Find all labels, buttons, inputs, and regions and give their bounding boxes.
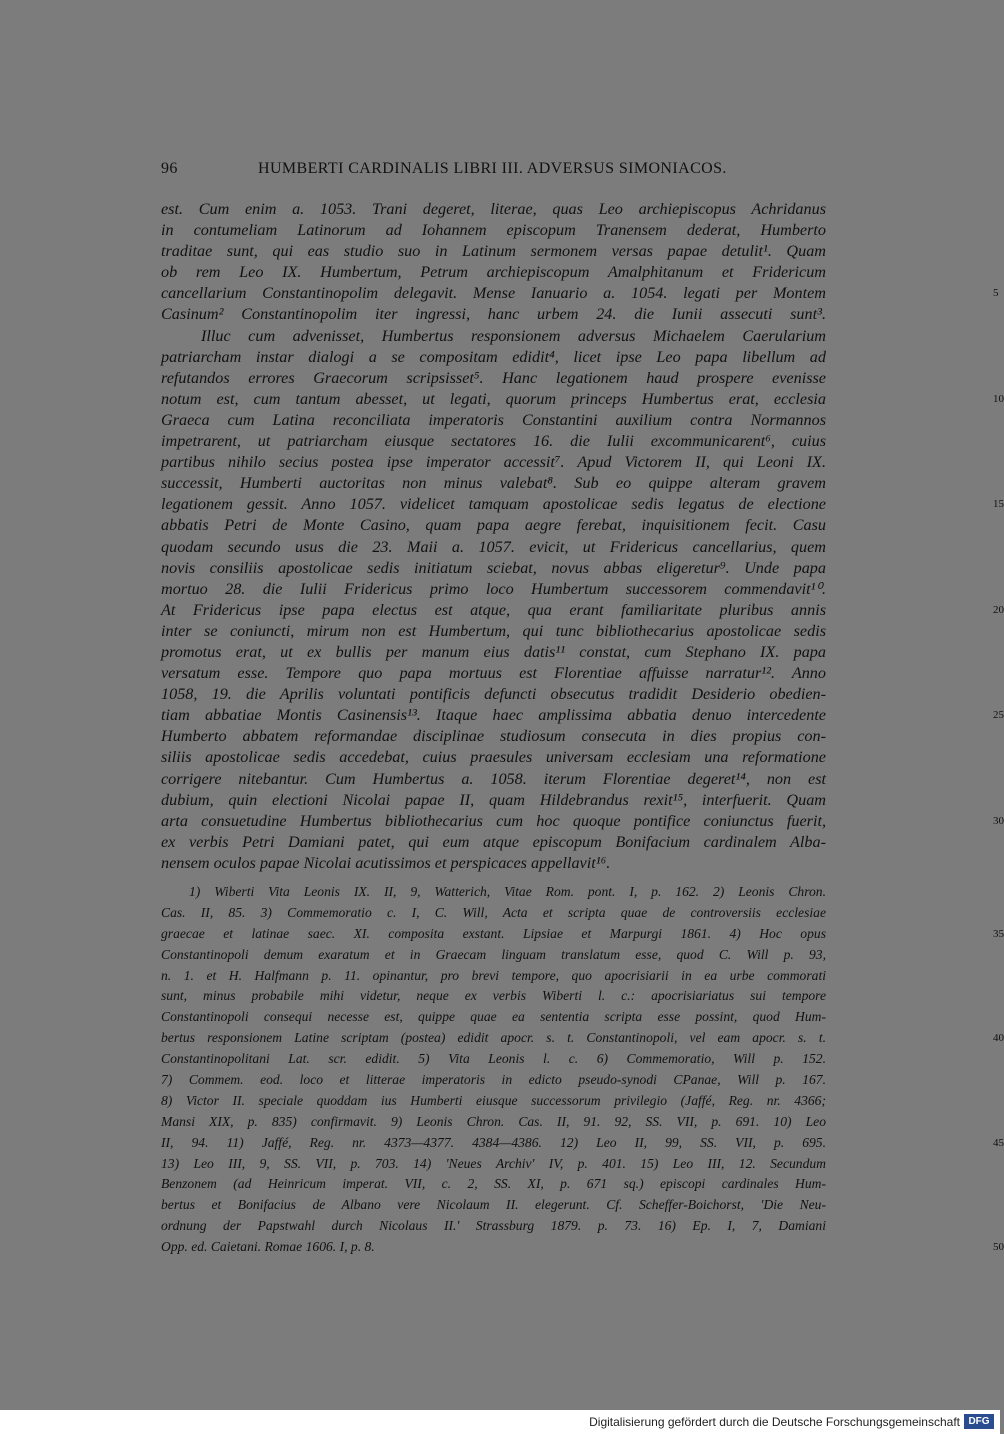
footnote-line: n. 1. et H. Halfmann p. 11. opinantur, pro brevi tempore, quo apocrisiarii in ea urbe commorati bbox=[161, 967, 826, 983]
text-line: 1058, 19. die Aprilis voluntati pontificis defuncti obsecutus tradidit Desiderio obedien- bbox=[161, 685, 826, 704]
footnote-line: bertus responsionem Latine scriptam (postea) edidit apocr. s. t. Constantinopoli, vel eam apocr. s. t. 40 bbox=[161, 1028, 826, 1049]
text-line: mortuo 28. die Iulii Fridericus primo loco Humbertum successorem commendavit¹⁰. bbox=[161, 579, 826, 598]
text-line: refutandos errores Graecorum scripsisset⁵. Hanc legationem haud prospere evenisse bbox=[161, 368, 826, 387]
footnote-line: 13) Leo III, 9, SS. VII, p. 703. 14) 'Neues Archiv' IV, p. 401. 15) Leo III, 12. Secundum bbox=[161, 1155, 826, 1171]
line-number: 5 bbox=[993, 287, 999, 300]
text-line: novis consiliis apostolicae sedis initiatum sciebat, novus abbas eligeretur⁹. Unde papa bbox=[161, 558, 826, 577]
text-line: quodam secundo usus die 23. Maii a. 1057. evicit, ut Fridericus cancellarius, quem bbox=[161, 537, 826, 556]
footnote-line: Cas. II, 85. 3) Commemoratio c. I, C. Will, Acta et scripta quae de controversiis ecclesiae bbox=[161, 904, 826, 920]
page-number: 96 bbox=[161, 160, 178, 177]
text-line: Humberto abbatem reformandae disciplinae studiosum consecuta in dies propius con- bbox=[161, 727, 826, 746]
text-line: corrigere nitebantur. Cum Humbertus a. 1058. iterum Florentiae degeret¹⁴, non est bbox=[161, 769, 826, 788]
text-line: ex verbis Petri Damiani patet, qui eum atque episcopum Bonifacium cardinalem Alba- bbox=[161, 832, 826, 851]
line-number: 15 bbox=[993, 498, 1004, 511]
text-line: cancellarium Constantinopolim delegavit. Mense Ianuario a. 1054. legati per Montem 5 bbox=[161, 284, 999, 303]
text-line: Graeca cum Latina reconciliata imperatoris Constantini auxilium contra Normannos bbox=[161, 410, 826, 429]
footnote-line: Benzonem (ad Heinricum imperat. VII, c. 2, SS. XI, p. 671 sq.) episcopi cardinales Hum- bbox=[161, 1176, 826, 1192]
text-line: ob rem Leo IX. Humbertum, Petrum archiepiscopum Amalphitanum et Fridericum bbox=[161, 263, 826, 282]
line-number: 10 bbox=[993, 392, 1004, 405]
line-number: 35 bbox=[993, 927, 1004, 940]
text-line: siliis apostolicae sedis accedebat, cuius praesules universam ecclesiam una reformatione bbox=[161, 748, 826, 767]
text-line: impetrarent, ut patriarcham eiusque sectatores 16. die Iulii excommunicarent⁶, cuius bbox=[161, 432, 826, 451]
text-line: versatum esse. Tempore quo papa mortuus est Florentiae affuisse narratur¹². Anno bbox=[161, 664, 826, 683]
footnote-line: Constantinopoli consequi necesse est, quippe quae ea sententia scripta esse possint, quod Hum- bbox=[161, 1009, 826, 1025]
footnote-line: 1) Wiberti Vita Leonis IX. II, 9, Watterich, Vitae Rom. pont. I, p. 162. 2) Leonis Chron. bbox=[189, 884, 826, 899]
text-line: Illuc cum advenisset, Humbertus responsionem adversus Michaelem Caerularium bbox=[201, 326, 826, 345]
text-line: patriarcham instar dialogi a se compositam edidit⁴, licet ipse Leo papa libellum ad bbox=[161, 347, 826, 366]
footnotes bbox=[161, 882, 1004, 1258]
text-line: legationem gessit. Anno 1057. videlicet tamquam apostolicae sedis legatus de electione 15 bbox=[161, 495, 1004, 514]
footnote-line: sunt, minus probabile mihi videtur, neque ex verbis Wiberti l. c.: apocrisiariatus sui tempore bbox=[161, 988, 826, 1004]
running-header bbox=[161, 160, 826, 182]
line-number: 40 bbox=[993, 1032, 1004, 1045]
footnote-line: ordnung der Papstwahl durch Nicolaus II.' Strassburg 1879. p. 73. 16) Ep. I, 7, Damiani bbox=[161, 1218, 826, 1234]
footnote-line: graecae et latinae saec. XI. composita exstant. Lipsiae et Marpurgi 1861. 4) Hoc opus 35 bbox=[161, 924, 826, 945]
funding-credit: Digitalisierung gefördert durch die Deutsche Forschungsgemeinschaft bbox=[589, 1415, 960, 1429]
text-line: partibus nihilo secius postea ipse imperator accessit⁷. Apud Victorem II, qui Leoni IX. bbox=[161, 453, 826, 472]
line-number: 30 bbox=[993, 814, 1004, 827]
text-line: est. Cum enim a. 1053. Trani degeret, literae, quas Leo archiepiscopus Achridanus bbox=[161, 200, 826, 218]
text-line: arta consuetudine Humbertus bibliothecarius cum hoc quoque pontifice coniunctus fuerit, 30 bbox=[161, 811, 1004, 830]
text-line: in contumeliam Latinorum ad Iohannem episcopum Tranensem dederat, Humberto bbox=[161, 221, 826, 240]
text-line: successit, Humberti auctoritas non minus valebat⁸. Sub eo quippe alteram gravem bbox=[161, 474, 826, 493]
line-number: 20 bbox=[993, 603, 1004, 616]
text-line: tiam abbatiae Montis Casinensis¹³. Itaque haec amplissima abbatia denuo intercedente 25 bbox=[161, 706, 1004, 725]
text-line: abbatis Petri de Monte Casino, quam papa aegre ferebat, inquisitionem fecit. Casu bbox=[161, 516, 826, 535]
footnote-line: Mansi XIX, p. 835) confirmavit. 9) Leonis Chron. Cas. II, 91. 92, SS. VII, p. 691. 10) Leo bbox=[161, 1113, 826, 1129]
footnote-line: Constantinopoli demum exaratum et in Graecam linguam translatum esse, quod C. Will p. 93, bbox=[161, 946, 826, 962]
line-number: 45 bbox=[993, 1136, 1004, 1149]
text-line: At Fridericus ipse papa electus est atque, qua erant familiaritate pluribus annis 20 bbox=[161, 600, 1004, 619]
text-line: inter se coniuncti, mirum non est Humbertum, qui tunc bibliothecarius apostolicae sedis bbox=[161, 621, 826, 640]
text-line: notum est, cum tantum abesset, ut legati, quorum princeps Humbertus erat, ecclesia 10 bbox=[161, 389, 1004, 408]
footer-bar bbox=[0, 1410, 1000, 1434]
line-number: 25 bbox=[993, 709, 1004, 722]
footnote-line: Constantinopolitani Lat. scr. edidit. 5) Vita Leonis l. c. 6) Commemoratio, Will p. 152. bbox=[161, 1051, 826, 1067]
footnote-line: bertus et Bonifacius de Albano vere Nicolaum II. elegerunt. Cf. Scheffer-Boichorst, 'Die Neu- bbox=[161, 1197, 826, 1213]
dfg-logo: DFG bbox=[964, 1414, 994, 1429]
text-line: dubium, quin electioni Nicolai papae II, quam Hildebrandus rexit¹⁵, interfuerit. Quam bbox=[161, 790, 826, 809]
footnote-line: II, 94. 11) Jaffé, Reg. nr. 4373—4377. 4384—4386. 12) Leo II, 99, SS. VII, p. 695. 45 bbox=[161, 1133, 826, 1154]
footnote-line: Opp. ed. Caietani. Romae 1606. I, p. 8. 50 bbox=[161, 1237, 826, 1258]
footnote-line: 8) Victor II. speciale quoddam ius Humberti eiusque successorum privilegio (Jaffé, Reg. nr. 4366; bbox=[161, 1092, 826, 1108]
main-text bbox=[161, 199, 1004, 874]
text-line: nensem oculos papae Nicolai acutissimos et perspicaces appellavit¹⁶. bbox=[161, 853, 611, 872]
text-line: promotus erat, ut ex bullis per manum eius datis¹¹ constat, cum Stephano IX. papa bbox=[161, 642, 826, 661]
text-line: traditae sunt, qui eas studio suo in Latinum sermonem versas papae detulit¹. Quam bbox=[161, 242, 826, 261]
line-number: 50 bbox=[993, 1241, 1004, 1254]
running-title: HUMBERTI CARDINALIS LIBRI III. ADVERSUS SIMONIACOS. bbox=[258, 160, 727, 177]
footnote-line: 7) Commem. eod. loco et litterae imperatoris in edicto pseudo-synodi CPanae, Will p. 167. bbox=[161, 1072, 826, 1088]
text-line: Casinum² Constantinopolim iter ingressi, hanc urbem 24. die Iunii assecuti sunt³. bbox=[161, 305, 826, 324]
